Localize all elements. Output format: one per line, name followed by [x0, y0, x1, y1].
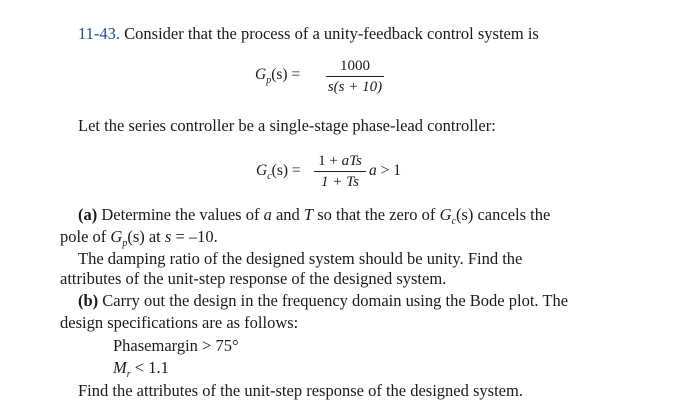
part-a-text-7: = –10.	[171, 227, 218, 246]
spec-m-symbol: M	[113, 358, 127, 377]
part-a-text-3: so that the zero of	[313, 205, 440, 224]
part-a-text-6: (s) at	[127, 227, 165, 246]
part-a-t-var: T	[303, 205, 314, 224]
spec-m-rest: < 1.1	[130, 358, 169, 377]
plant-g-subscript: p	[266, 75, 272, 86]
controller-lhs-arg: (s) =	[271, 162, 301, 179]
controller-numerator	[314, 152, 366, 170]
part-a-g-subscript: c	[451, 216, 456, 227]
condition-a-var: a	[369, 162, 377, 179]
part-a-text-2: and	[271, 205, 304, 224]
plant-numerator: 1000	[340, 58, 370, 74]
plant-denominator-text: s(s + 10)	[327, 79, 383, 95]
part-a-line3: The damping ratio of the designed system should be unity. Find the	[78, 249, 523, 268]
part-b-line1	[78, 291, 568, 311]
spec-phase-margin: Phasemargin > 75°	[113, 336, 239, 355]
plant-lhs-arg: (s) =	[271, 66, 301, 83]
plant-denominator	[326, 78, 384, 96]
plant-g-symbol: G	[255, 66, 267, 83]
problem-number: 11-43.	[78, 24, 121, 43]
part-a-a-var: a	[263, 205, 272, 224]
part-a-g2-subscript: p	[122, 238, 128, 249]
spec-m-subscript: r	[126, 369, 131, 380]
controller-g-symbol: G	[256, 162, 268, 179]
part-b-label: (b)	[78, 291, 99, 310]
controller-condition	[369, 162, 401, 180]
condition-rest: > 1	[376, 162, 401, 179]
controller-denominator-text: 1 + Ts	[321, 174, 359, 190]
part-a-text-1: Determine the values of	[97, 205, 264, 224]
part-a-text-4: (s) cancels the	[455, 205, 551, 224]
part-a-line4: attributes of the unit-step response of the designed system.	[60, 269, 447, 288]
part-b-text-1: Carry out the design in the frequency domain using the Bode plot. The	[98, 291, 569, 310]
controller-fraction	[314, 152, 366, 191]
controller-g-subscript: c	[267, 171, 272, 182]
controller-intro: Let the series controller be a single-stage phase-lead controller:	[78, 116, 496, 135]
problem-intro: Consider that the process of a unity-feedback control system is	[124, 24, 539, 43]
controller-num-const: 1 +	[318, 153, 342, 169]
part-a-g-symbol: G	[439, 205, 452, 224]
problem-header	[78, 24, 539, 44]
controller-denominator	[314, 173, 366, 191]
plant-fraction	[326, 57, 384, 96]
part-a-g2-symbol: G	[110, 227, 123, 246]
part-b-final: Find the attributes of the unit-step response of the designed system.	[78, 381, 523, 400]
part-a-s-var: s	[164, 227, 172, 246]
controller-num-var: aTs	[341, 153, 362, 169]
part-a-line1	[78, 205, 550, 225]
plant-equation-lhs	[255, 66, 300, 84]
controller-fraction-bar	[314, 171, 366, 172]
part-a-text-5: pole of	[60, 227, 111, 246]
plant-fraction-bar	[326, 76, 384, 77]
part-a-line2	[60, 227, 218, 247]
controller-equation-lhs	[256, 162, 301, 180]
part-a-label: (a)	[78, 205, 98, 224]
spec-resonant-peak	[113, 358, 169, 378]
part-b-line2: design specifications are as follows:	[60, 313, 299, 332]
